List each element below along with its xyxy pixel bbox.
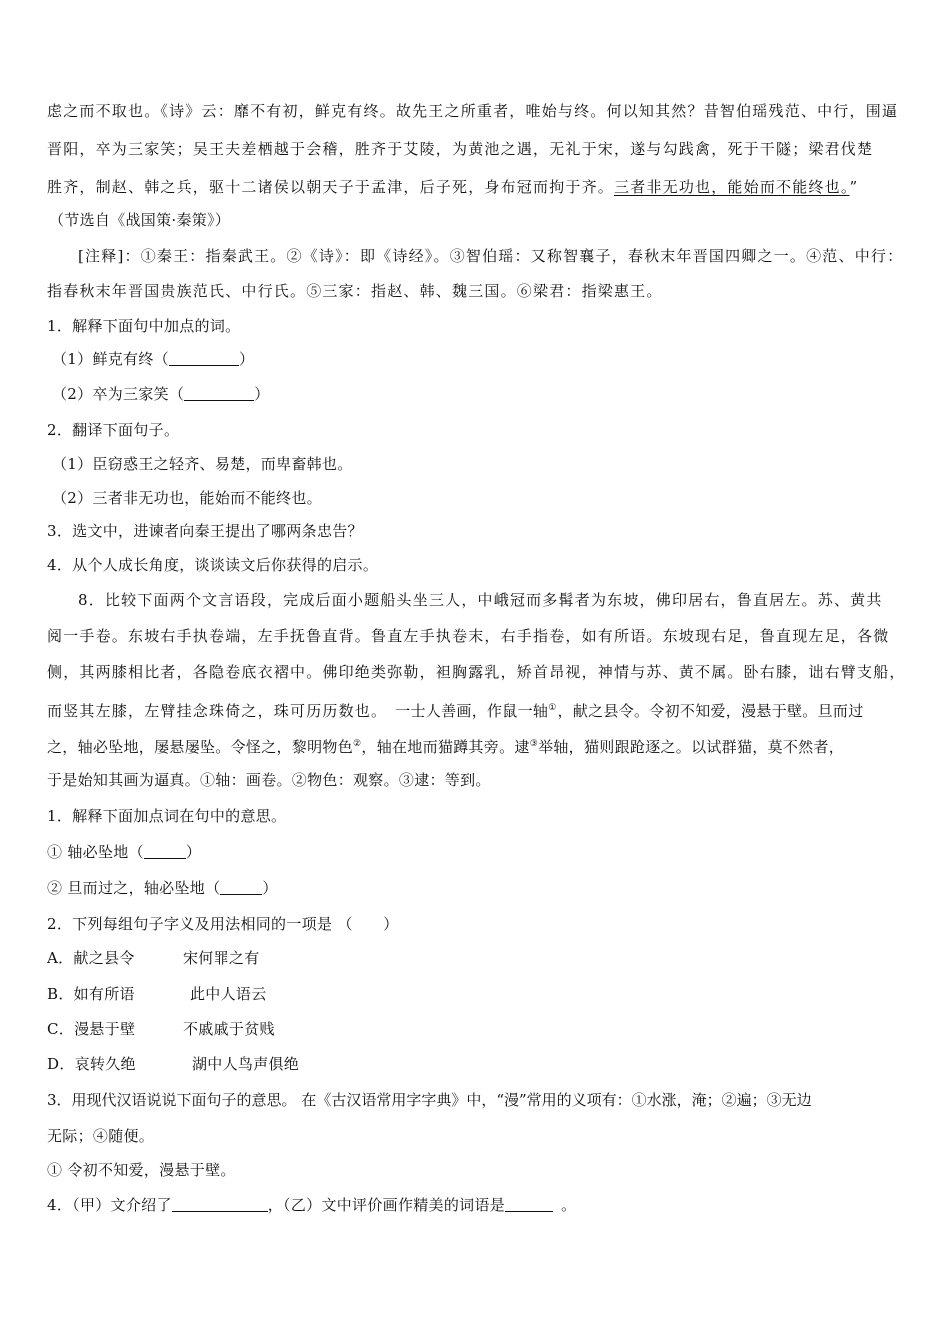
q2-4-text-a: 4．（甲）文介绍了	[47, 1196, 172, 1214]
q1-2-item-1: （1）臣窃惑王之轻齐、易楚，而卑畜韩也。	[52, 455, 353, 473]
q2-1-title: 1．解释下面加点词在句中的意思。	[47, 807, 287, 825]
passage2-line-5-b: ，轴在地而猫蹲其旁。逮	[361, 738, 530, 756]
passage2-line-4-b: 一士人善画，作鼠一轴	[395, 702, 549, 720]
q1-1-item-2-text: （2）卒为三家笑（	[52, 385, 185, 403]
passage1-line-3	[47, 177, 858, 197]
option-b-right: 此中人语云	[190, 985, 267, 1003]
option-b[interactable]	[47, 984, 267, 1004]
passage1-line-3-text: 胜齐，制赵、韩之兵，驱十二诸侯以朝天子于孟津，后子死，身布冠而拘于齐。	[47, 178, 615, 196]
passage2-line-5	[47, 734, 844, 757]
answer-blank[interactable]	[184, 386, 254, 401]
option-c-left: C．漫悬于壁	[47, 1020, 136, 1038]
q2-3-title-line-1: 3．用现代汉语说说下面句子的意思。 在《古汉语常用字字典》中，“漫”常用的义项有：①水涨，淹；②遍；③无边	[47, 1091, 812, 1109]
q1-2-title: 2．翻译下面句子。	[47, 421, 180, 439]
option-a-left: A．献之县令	[47, 949, 135, 967]
q2-1-item-2	[47, 878, 278, 898]
answer-blank[interactable]	[144, 844, 186, 859]
passage1-line-2: 晋阳，卒为三家笑；吴王夫差栖越于会稽，胜齐于艾陵，为黄池之遇，无礼于宋，遂与勾践禽，死于干隧；梁君伐楚	[47, 140, 874, 158]
footnote-mark: ①	[548, 703, 558, 713]
q1-1-item-1	[52, 349, 254, 369]
q1-3-title: 3．选文中，进谏者向秦王提出了哪两条忠告？	[47, 522, 363, 540]
close-paren: ）	[262, 879, 278, 897]
passage2-line-4	[47, 698, 864, 721]
option-d[interactable]	[47, 1054, 299, 1074]
passage1-line-1: 虑之而不取也。《诗》云：靡不有初，鲜克有终。故先王之所重者，唯始与终。何以知其然？昔智伯瑶残范、中行，围逼	[47, 102, 899, 120]
q1-4-title: 4．从个人成长角度，谈谈读文后你获得的启示。	[47, 556, 379, 574]
q2-3-title-line-2: 无际；④随便。	[47, 1127, 155, 1145]
footnote-mark: ②	[353, 739, 362, 749]
option-c[interactable]	[47, 1019, 275, 1039]
closing-quote: ”	[849, 178, 859, 196]
option-d-right: 湖中人鸟声俱绝	[192, 1055, 300, 1073]
q2-1-item-1	[47, 842, 201, 862]
q2-1-item-2-text: ② 旦而过之，轴必坠地（	[47, 879, 221, 897]
passage1-source: （节选自《战国策·秦策》）	[49, 211, 231, 229]
q2-1-item-1-text: ① 轴必坠地（	[47, 843, 144, 861]
q2-2-title: 2．下列每组句子字义及用法相同的一项是 （ ）	[47, 915, 399, 933]
q1-1-title: 1．解释下面句中加点的词。	[47, 317, 241, 335]
answer-blank[interactable]	[505, 1197, 553, 1212]
q2-4-text-c: 。	[561, 1196, 577, 1214]
answer-blank[interactable]	[220, 880, 262, 895]
close-paren: ）	[185, 843, 202, 861]
passage2-line-6: 于是始知其画为逼真。①轴：画卷。②物色：观察。③逮：等到。	[47, 771, 491, 789]
passage2-line-5-c: 举轴，猫则跟跄逐之。以试群猫，莫不然者，	[538, 738, 845, 756]
q2-4-title	[47, 1195, 576, 1215]
option-c-right: 不戚戚于贫贱	[183, 1020, 275, 1038]
passage2-line-5-a: 之，轴必坠地，屡悬屡坠。令怪之，黎明物色	[47, 738, 354, 756]
option-a-right: 宋何罪之有	[183, 949, 260, 967]
passage2-line-4-c: ，献之县令。令初不知爱，漫悬于壁。旦而过	[557, 702, 864, 720]
underlined-sentence: 三者非无功也，能始而不能终也。	[614, 178, 850, 196]
close-paren: ）	[254, 385, 270, 403]
option-d-left: D．哀转久绝	[47, 1055, 136, 1073]
option-a[interactable]	[47, 948, 260, 968]
answer-blank[interactable]	[172, 1197, 268, 1212]
q1-1-item-1-text: （1）鲜克有终（	[52, 350, 169, 368]
q2-4-text-b: ，（乙）文中评价画作精美的词语是	[267, 1196, 506, 1214]
passage2-line-3: 侧，其两膝相比者，各隐卷底衣褶中。佛印绝类弥勒，袒胸露乳，矫首昂视，神情与苏、黄不属。卧右膝，诎右臂支船，	[47, 663, 906, 681]
q2-3-item-1: ① 令初不知爱，漫悬于壁。	[47, 1161, 236, 1179]
passage1-notes-line-1: [注释]：①秦王：指秦武王。②《诗》：即《诗经》。③智伯瑶：又称智襄子，春秋末年晋国四卿之一。④范、中行：	[78, 247, 904, 265]
passage2-line-1: 8．比较下面两个文言语段，完成后面小题船头坐三人，中峨冠而多髯者为东坡，佛印居右，鲁直居左。苏、黄共	[78, 591, 883, 609]
close-paren: ）	[238, 350, 255, 368]
q1-1-item-2	[52, 384, 270, 404]
passage2-line-4-a: 而竖其左膝，左臂挂念珠倚之，珠可历历数也。	[47, 702, 388, 720]
answer-blank[interactable]	[169, 351, 239, 366]
passage1-notes-line-2: 指春秋末年晋国贵族范氏、中行氏。⑤三家：指赵、韩、魏三国。⑥梁君：指梁惠王。	[47, 282, 663, 300]
footnote-mark: ③	[529, 739, 539, 749]
q1-2-item-2: （2）三者非无功也，能始而不能终也。	[52, 489, 322, 507]
passage2-line-2: 阅一手卷。东坡右手执卷端，左手抚鲁直背。鲁直左手执卷末，右手指卷，如有所语。东坡现右足，鲁直现左足，各微	[47, 627, 890, 645]
option-b-left: B．如有所语	[47, 985, 135, 1003]
